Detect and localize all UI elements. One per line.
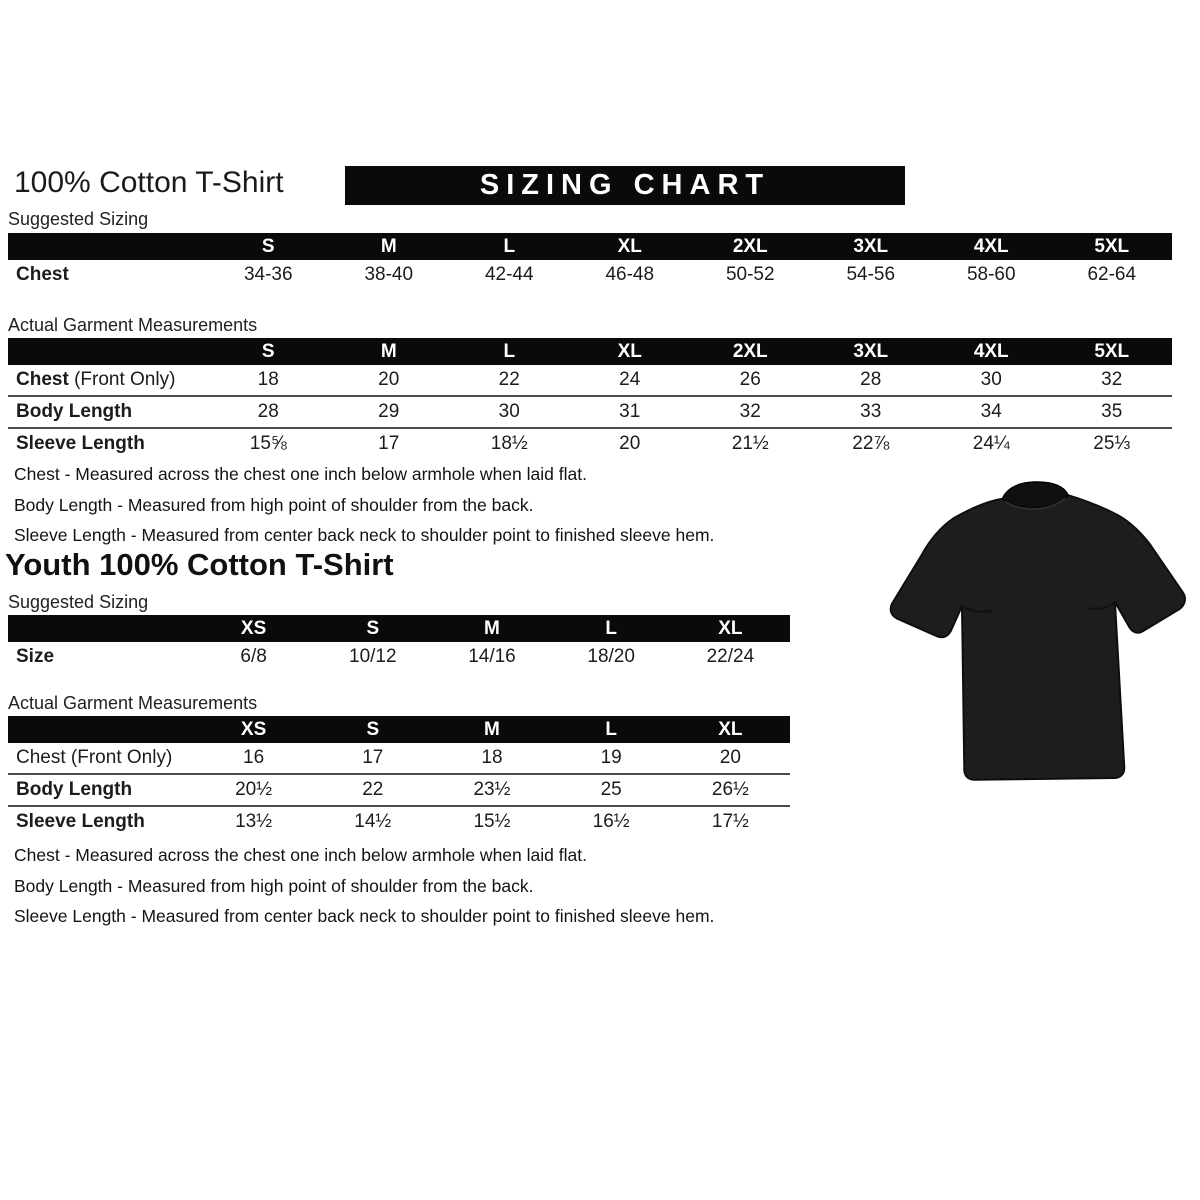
col-header: M xyxy=(329,233,450,260)
row-label: Body Length xyxy=(8,396,208,428)
corner-cell xyxy=(8,233,208,260)
tshirt-image xyxy=(876,468,1200,818)
cell: 20 xyxy=(719,747,741,768)
cell: 35 xyxy=(1052,396,1173,428)
table-header-row xyxy=(8,716,790,743)
cell: 17½ xyxy=(671,806,790,837)
table-row-size xyxy=(8,642,790,672)
corner-cell xyxy=(8,338,208,365)
cell: 38-40 xyxy=(364,264,414,285)
cell: 34 xyxy=(931,396,1052,428)
cell: 25 xyxy=(552,774,671,806)
table-row-chest xyxy=(8,743,790,774)
row-label: Body Length xyxy=(8,774,194,806)
cell: 16½ xyxy=(552,806,671,837)
col-header: 5XL xyxy=(1052,338,1173,365)
youth-actual-measurements-label: Actual Garment Measurements xyxy=(8,693,258,713)
cell: 6/8 xyxy=(240,646,267,667)
cell: 28 xyxy=(860,369,882,390)
table-row-sleeve-length xyxy=(8,428,1172,459)
adult-actual-measurements-label: Actual Garment Measurements xyxy=(8,315,258,335)
col-header: XL xyxy=(570,338,691,365)
cell: 26 xyxy=(739,369,761,390)
cell: 19 xyxy=(600,747,622,768)
table-header-row xyxy=(8,338,1172,365)
cell: 62-64 xyxy=(1087,264,1137,285)
col-header: L xyxy=(449,338,570,365)
col-header: M xyxy=(432,615,551,642)
row-label: Chest xyxy=(16,264,69,285)
col-header: XL xyxy=(570,233,691,260)
tshirt-silhouette xyxy=(887,478,1189,784)
cell: 16 xyxy=(243,747,265,768)
cell: 22⅞ xyxy=(811,428,932,459)
cell: 17 xyxy=(362,747,384,768)
col-header: L xyxy=(552,716,671,743)
table-row-sleeve-length xyxy=(8,806,790,837)
cell: 54-56 xyxy=(846,264,896,285)
col-header: S xyxy=(313,716,432,743)
adult-suggested-sizing-table xyxy=(8,233,1172,290)
cell: 30 xyxy=(449,396,570,428)
cell: 46-48 xyxy=(605,264,655,285)
col-header: S xyxy=(313,615,432,642)
cell: 58-60 xyxy=(966,264,1016,285)
cell: 30 xyxy=(980,369,1002,390)
cell: 18 xyxy=(481,747,503,768)
note-chest: Chest - Measured across the chest one inch below armhole when laid flat. xyxy=(14,464,587,484)
sizing-chart-banner: SIZING CHART xyxy=(345,166,905,205)
col-header: 2XL xyxy=(690,338,811,365)
cell: 20 xyxy=(378,369,400,390)
table-header-row xyxy=(8,233,1172,260)
note-sleeve-length: Sleeve Length - Measured from center back neck to shoulder point to finished sleeve hem. xyxy=(14,906,715,926)
cell: 31 xyxy=(570,396,691,428)
cell: 21½ xyxy=(690,428,811,459)
table-header-row xyxy=(8,615,790,642)
cell: 28 xyxy=(208,396,329,428)
adult-suggested-sizing-label: Suggested Sizing xyxy=(8,209,149,229)
cell: 24 xyxy=(619,369,641,390)
cell: 22/24 xyxy=(706,646,755,667)
note-body-length: Body Length - Measured from high point of shoulder from the back. xyxy=(14,494,534,515)
cell: 32 xyxy=(690,396,811,428)
table-row-body-length xyxy=(8,396,1172,428)
note-chest: Chest - Measured across the chest one inch below armhole when laid flat. xyxy=(14,845,587,865)
youth-actual-measurements-table xyxy=(8,716,790,837)
row-label: Chest (Front Only) xyxy=(16,747,173,768)
col-header: 3XL xyxy=(811,338,932,365)
cell: 26½ xyxy=(671,774,790,806)
cell: 20 xyxy=(570,428,691,459)
col-header: S xyxy=(208,233,329,260)
cell: 18/20 xyxy=(587,646,635,667)
cell: 25⅓ xyxy=(1052,428,1173,459)
col-header: XL xyxy=(671,615,790,642)
col-header: 4XL xyxy=(931,338,1052,365)
cell: 23½ xyxy=(432,774,551,806)
youth-suggested-sizing-table xyxy=(8,615,790,672)
col-header: 3XL xyxy=(811,233,932,260)
col-header: 2XL xyxy=(690,233,811,260)
cell: 13½ xyxy=(194,806,313,837)
note-body-length: Body Length - Measured from high point of shoulder from the back. xyxy=(14,875,534,896)
table-row-chest xyxy=(8,365,1172,396)
cell: 50-52 xyxy=(725,264,775,285)
adult-actual-measurements-table xyxy=(8,338,1172,459)
cell: 22 xyxy=(498,369,520,390)
row-label: Chest (Front Only) xyxy=(16,369,176,390)
col-header: XS xyxy=(194,716,313,743)
youth-measurement-notes xyxy=(14,840,714,932)
cell: 22 xyxy=(313,774,432,806)
col-header: 4XL xyxy=(931,233,1052,260)
cell: 24¼ xyxy=(931,428,1052,459)
row-label: Size xyxy=(16,646,55,667)
youth-suggested-sizing-label: Suggested Sizing xyxy=(8,592,149,612)
corner-cell xyxy=(8,615,194,642)
cell: 15⅝ xyxy=(208,428,329,459)
youth-title: Youth 100% Cotton T-Shirt xyxy=(5,547,394,582)
cell: 15½ xyxy=(432,806,551,837)
row-label: Sleeve Length xyxy=(8,428,208,459)
cell: 17 xyxy=(329,428,450,459)
col-header: XS xyxy=(194,615,313,642)
adult-measurement-notes xyxy=(14,459,714,551)
cell: 10/12 xyxy=(349,646,397,667)
table-row-body-length xyxy=(8,774,790,806)
col-header: L xyxy=(552,615,671,642)
col-header: S xyxy=(208,338,329,365)
cell: 34-36 xyxy=(243,264,293,285)
cell: 42-44 xyxy=(484,264,534,285)
cell: 14½ xyxy=(313,806,432,837)
col-header: XL xyxy=(671,716,790,743)
adult-title: 100% Cotton T-Shirt xyxy=(14,166,284,199)
row-label: Sleeve Length xyxy=(8,806,194,837)
cell: 32 xyxy=(1101,369,1123,390)
col-header: M xyxy=(432,716,551,743)
cell: 29 xyxy=(329,396,450,428)
cell: 18½ xyxy=(449,428,570,459)
note-sleeve-length: Sleeve Length - Measured from center back neck to shoulder point to finished sleeve hem. xyxy=(14,525,715,545)
cell: 33 xyxy=(811,396,932,428)
corner-cell xyxy=(8,716,194,743)
cell: 20½ xyxy=(194,774,313,806)
col-header: L xyxy=(449,233,570,260)
col-header: 5XL xyxy=(1052,233,1173,260)
table-row xyxy=(8,260,1172,290)
cell: 18 xyxy=(257,369,279,390)
col-header: M xyxy=(329,338,450,365)
cell: 14/16 xyxy=(468,646,516,667)
